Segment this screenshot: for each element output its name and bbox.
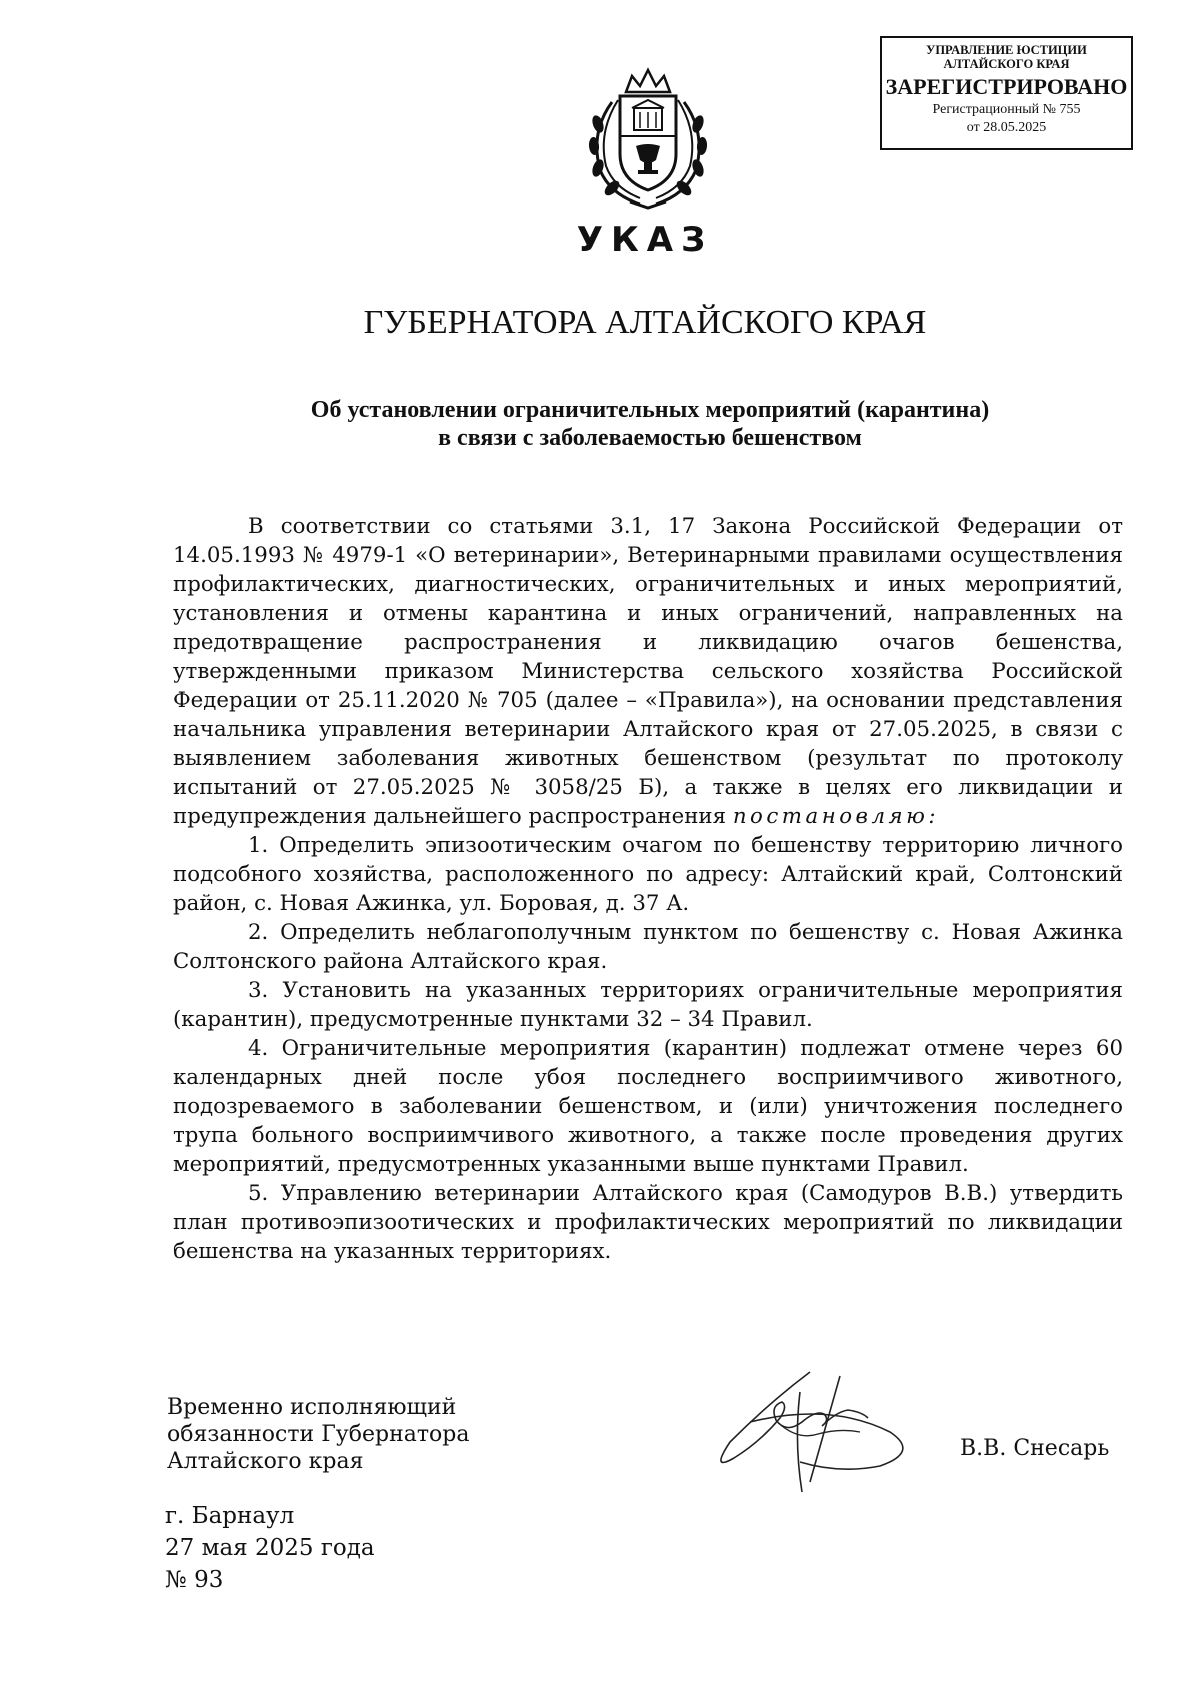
subject-line-2: в связи с заболеваемостью бешенством <box>438 425 862 451</box>
intro-paragraph <box>173 512 1123 831</box>
decree-item-4: 4. Ограничительные мероприятия (карантин) подлежат отмене через 60 календарных дней после убоя последнего восприимчивого животного, подозреваемого в заболевании бешенством, и (или) уничтожения последнего трупа больного восприимчивого животного, а также после проведения других мероприятий, предусмотренных указанными выше пунктами Правил. <box>173 1036 1123 1177</box>
decree-item-5: 5. Управлению ветеринарии Алтайского края (Самодуров В.В.) утвердить план противоэпизоотических и профилактических мероприятий по ликвидации бешенства на указанных территориях. <box>173 1181 1123 1264</box>
signer-position-line-1: Временно исполняющий <box>167 1395 457 1420</box>
coat-of-arms-emblem <box>582 62 714 212</box>
stamp-reg-number: Регистрационный № 755 <box>932 102 1081 117</box>
decree-item-3: 3. Установить на указанных территориях ограничительные мероприятия (карантин), предусмотренные пунктами 32 – 34 Правил. <box>173 978 1123 1032</box>
signer-name: В.В. Снесарь <box>960 1436 1110 1461</box>
document-place: г. Барнаул <box>165 1503 295 1529</box>
signer-position-line-2: обязанности Губернатора <box>167 1422 470 1447</box>
handwritten-signature <box>690 1362 920 1500</box>
document-number: № 93 <box>165 1567 224 1593</box>
registration-stamp <box>880 36 1133 150</box>
decree-item-2: 2. Определить неблагополучным пунктом по бешенству с. Новая Ажинка Солтонского района Алтайского края. <box>173 920 1123 974</box>
decree-word: постановляю: <box>732 804 940 829</box>
stamp-department: УПРАВЛЕНИЕ ЮСТИЦИИ АЛТАЙСКОГО КРАЯ <box>926 43 1087 71</box>
issuer-title: ГУБЕРНАТОРА АЛТАЙСКОГО КРАЯ <box>363 304 927 341</box>
signer-position-line-3: Алтайского края <box>167 1449 364 1474</box>
document-date: 27 мая 2025 года <box>165 1535 375 1561</box>
document-body <box>173 512 1123 1266</box>
intro-text: В соответствии со статьями 3.1, 17 Закона Российской Федерации от 14.05.1993 № 4979-1 «О ветеринарии», Ветеринарными правилами осуществления профилактических, диагностических, ограничительных и иных мероприятий, установления и отмены карантина и иных ограничений, направленных на предотвращение распространения и ликвидацию очагов бешенства, утвержденными приказом Министерства сельского хозяйства Российской Федерации от 25.11.2020 № 705 (далее – «Правила»), на основании представления начальника управления ветеринарии Алтайского края от 27.05.2025, в связи с выявлением заболевания животных бешенством (результат по протоколу испытаний от 27.05.2025 № 3058/25 Б), а также в целях его ликвидации и предупреждения дальнейшего распространения <box>173 514 1123 829</box>
subject-line-1: Об установлении ограничительных мероприятий (карантина) <box>310 397 990 423</box>
document-type-title: УКАЗ <box>576 220 714 260</box>
stamp-status: ЗАРЕГИСТРИРОВАНО <box>885 74 1128 99</box>
decree-item-1: 1. Определить эпизоотическим очагом по бешенству территорию личного подсобного хозяйства, расположенного по адресу: Алтайский край, Солтонский район, с. Новая Ажинка, ул. Боровая, д. 37 А. <box>173 833 1123 916</box>
stamp-reg-date: от 28.05.2025 <box>966 120 1047 135</box>
document-place-date <box>165 1500 375 1596</box>
signer-position <box>167 1394 469 1475</box>
document-subject <box>0 396 1200 452</box>
